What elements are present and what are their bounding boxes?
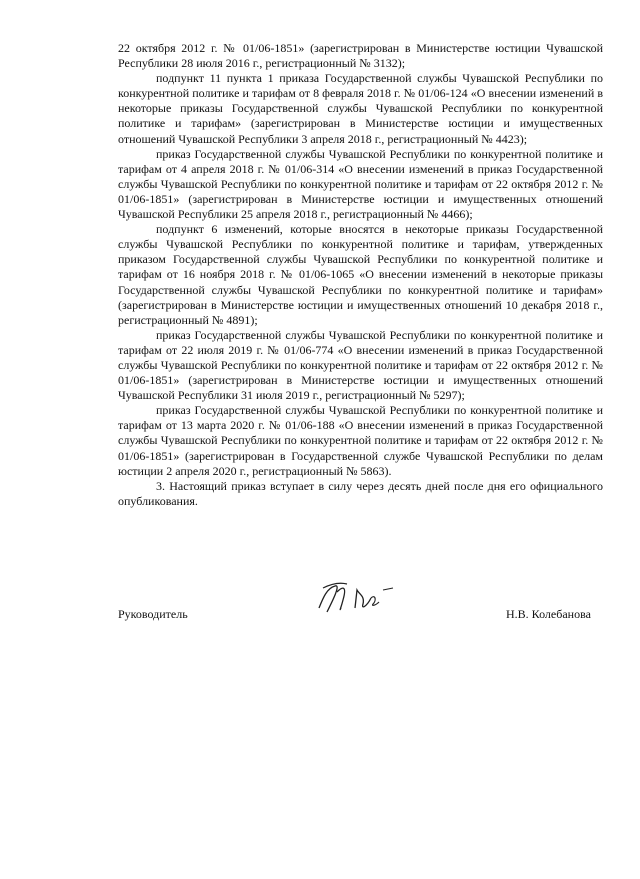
signer-title: Руководитель [118,607,188,621]
signer-name: Н.В. Колебанова [506,607,591,621]
paragraph-6: 3. Настоящий приказ вступает в силу через десять дней после дня его официального опубликования. [118,478,603,508]
paragraph-5: приказ Государственной службы Чувашской Республики по конкурентной политике и тарифам от 13 марта 2020 г. № 01/06-188 «О внесении изменений в приказ Государственной службы Чувашской Республики по конкурентной политике и тарифам от 22 октября 2012 г. № 01/06-1851» (зарегистрирован в Государственной службе Чувашской Республики по делам юстиции 2 апреля 2020 г., регистрационный № 5863). [118,403,603,478]
document-body [118,41,603,509]
paragraph-0: 22 октября 2012 г. № 01/06-1851» (зарегистрирован в Министерстве юстиции Чувашской Республики 28 июля 2016 г., регистрационный № 3132); [118,41,603,71]
paragraph-1: подпункт 11 пункта 1 приказа Государственной службы Чувашской Республики по конкурентной политике и тарифам от 8 февраля 2018 г. № 01/06-124 «О внесении изменений в некоторые приказы Государственной службы Чувашской Республики по конкурентной политике и тарифам» (зарегистрирован в Министерстве юстиции и имущественных отношений Чувашской Республики 3 апреля 2018 г., регистрационный № 4423); [118,71,603,146]
paragraph-2: приказ Государственной службы Чувашской Республики по конкурентной политике и тарифам от 4 апреля 2018 г. № 01/06-314 «О внесении изменений в приказ Государственной службы Чувашской Республики по конкурентной политике и тарифам от 22 октября 2012 г. № 01/06-1851» (зарегистрирован в Министерстве юстиции и имущественных отношений Чувашской Республики 25 апреля 2018 г., регистрационный № 4466); [118,146,603,222]
handwritten-signature [313,578,413,618]
paragraph-4: приказ Государственной службы Чувашской Республики по конкурентной политике и тарифам от 22 июля 2019 г. № 01/06-774 «О внесении изменений в приказ Государственной службы Чувашской Республики по конкурентной политике и тарифам от 22 октября 2012 г. № 01/06-1851» (зарегистрирован в Министерстве юстиции и имущественных отношений Чувашской Республики 31 июля 2019 г., регистрационный № 5297); [118,327,603,403]
paragraph-3: подпункт 6 изменений, которые вносятся в некоторые приказы Государственной службы Чувашской Республики по конкурентной политике и тарифам, утвержденных приказом Государственной службы Чувашской Республики по конкурентной политике и тарифам от 16 ноября 2018 г. № 01/06-1065 «О внесении изменений в некоторые приказы Государственной службы Чувашской Республики по конкурентной политике и тарифам» (зарегистрирован в Министерстве юстиции и имущественных отношений 10 декабря 2018 г., регистрационный № 4891); [118,222,603,327]
